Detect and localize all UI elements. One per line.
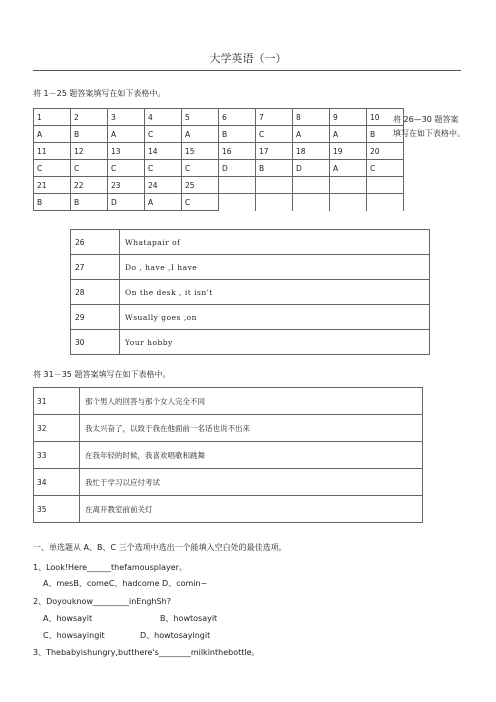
answer-table-31-35 [33, 387, 423, 523]
grid-cell: B [71, 194, 108, 211]
question-2-option-d: D、howtosayingit [140, 631, 211, 640]
table-row [71, 305, 430, 330]
grid-cell [330, 177, 367, 194]
grid-cell: 18 [293, 143, 330, 160]
answer-text: 那个男人的回答与那个女人完全不同 [80, 388, 423, 415]
grid-cell: A [108, 126, 145, 143]
answer-note-26-30: 将 26—30 题答案填写在如下表格中。 [393, 115, 465, 138]
grid-cell: 13 [108, 143, 145, 160]
grid-cell [367, 194, 404, 211]
grid-cell: 16 [219, 143, 256, 160]
grid-cell: B [219, 126, 256, 143]
question-3: 3、Thebabyishungry,butthere's________milkinthebottle。 [33, 648, 260, 657]
question-number: 31 [34, 388, 80, 415]
question-1-options: A、mesB、comeC、hadcome D、comin~ [43, 579, 208, 588]
grid-cell: 15 [182, 143, 219, 160]
table-row [71, 330, 430, 355]
question-1: 1、Look!Here______thefamousplayer。 [33, 563, 187, 572]
question-2: 2、Doyouknow_________inEnghSh? [33, 597, 171, 606]
question-number: 34 [34, 469, 80, 496]
grid-cell: 21 [34, 177, 71, 194]
table-row [34, 126, 404, 143]
grid-cell [219, 177, 256, 194]
answer-text: 我太兴奋了，以致于我在他面前一名话也说不出来 [80, 415, 423, 442]
grid-cell: D [293, 160, 330, 177]
grid-cell: 7 [256, 109, 293, 126]
table-row [34, 194, 404, 211]
grid-cell [219, 194, 256, 211]
grid-cell: C [367, 160, 404, 177]
grid-cell: C [145, 126, 182, 143]
grid-cell: 19 [330, 143, 367, 160]
grid-cell: A [145, 194, 182, 211]
grid-cell: 6 [219, 109, 256, 126]
table-row [71, 230, 430, 255]
grid-cell: C [108, 160, 145, 177]
answer-text: 我忙于学习以应付考试 [80, 469, 423, 496]
grid-cell: C [256, 126, 293, 143]
answer-text: Wsually goes ,on [120, 305, 430, 330]
table-row [34, 469, 423, 496]
grid-cell: A [182, 126, 219, 143]
question-number: 28 [71, 280, 120, 305]
grid-cell: B [256, 160, 293, 177]
answer-note-31-35: 将 31－35 题答案填写在如下表格中。 [33, 370, 171, 379]
grid-cell: A [330, 160, 367, 177]
table-row [34, 177, 404, 194]
grid-cell [330, 194, 367, 211]
grid-cell: C [182, 160, 219, 177]
answer-text: Do , have ,I have [120, 255, 430, 280]
table-row [34, 388, 423, 415]
grid-cell: 23 [108, 177, 145, 194]
answer-grid-1-25 [33, 108, 404, 211]
question-number: 32 [34, 415, 80, 442]
answer-text: On the desk , it isn't [120, 280, 430, 305]
answer-note-1-25: 将 1－25 题答案填写在如下表格中。 [33, 89, 166, 98]
grid-cell: 8 [293, 109, 330, 126]
grid-cell: 9 [330, 109, 367, 126]
grid-cell: D [108, 194, 145, 211]
grid-cell: B [367, 126, 404, 143]
grid-cell: 10 [367, 109, 404, 126]
table-row [34, 442, 423, 469]
table-row [34, 143, 404, 160]
grid-cell: C [34, 160, 71, 177]
question-number: 30 [71, 330, 120, 355]
grid-cell [367, 177, 404, 194]
question-2-option-a: A、howsayit [43, 614, 93, 623]
question-number: 35 [34, 496, 80, 523]
grid-cell: A [34, 126, 71, 143]
grid-cell: 2 [71, 109, 108, 126]
grid-cell [256, 194, 293, 211]
table-row [34, 496, 423, 523]
grid-cell: 22 [71, 177, 108, 194]
title-divider [33, 70, 461, 71]
grid-cell: 1 [34, 109, 71, 126]
grid-cell: B [71, 126, 108, 143]
grid-cell: 12 [71, 143, 108, 160]
grid-cell [293, 177, 330, 194]
answer-text: Whatapair of [120, 230, 430, 255]
question-number: 33 [34, 442, 80, 469]
question-2-option-b: B、howtosayit [160, 614, 218, 623]
section-heading: 一、单选题从 A、B、C 三个选项中选出一个能填入空白处的最佳选项。 [33, 543, 287, 552]
grid-cell: 20 [367, 143, 404, 160]
grid-cell: B [34, 194, 71, 211]
answer-text: Your hobby [120, 330, 430, 355]
grid-cell: C [145, 160, 182, 177]
table-row [71, 255, 430, 280]
grid-cell: 14 [145, 143, 182, 160]
grid-cell: 24 [145, 177, 182, 194]
grid-cell: A [330, 126, 367, 143]
table-row [34, 160, 404, 177]
grid-cell: 3 [108, 109, 145, 126]
question-number: 29 [71, 305, 120, 330]
question-2-option-c: C、howsayingit [43, 631, 105, 640]
answer-text: 在离开教室前前关灯 [80, 496, 423, 523]
table-row [34, 415, 423, 442]
grid-cell: A [293, 126, 330, 143]
grid-cell: 5 [182, 109, 219, 126]
grid-cell: 17 [256, 143, 293, 160]
question-number: 27 [71, 255, 120, 280]
question-number: 26 [71, 230, 120, 255]
table-row [71, 280, 430, 305]
grid-cell: C [182, 194, 219, 211]
page-title: 大学英语（一） [209, 52, 287, 65]
answer-text: 在我年轻的时候，我喜欢唱歌和跳舞 [80, 442, 423, 469]
grid-cell: 25 [182, 177, 219, 194]
grid-cell: 11 [34, 143, 71, 160]
grid-cell: 4 [145, 109, 182, 126]
table-row [34, 109, 404, 126]
grid-cell [293, 194, 330, 211]
grid-cell [256, 177, 293, 194]
grid-cell: D [219, 160, 256, 177]
grid-cell: C [71, 160, 108, 177]
answer-table-26-30 [70, 229, 430, 355]
